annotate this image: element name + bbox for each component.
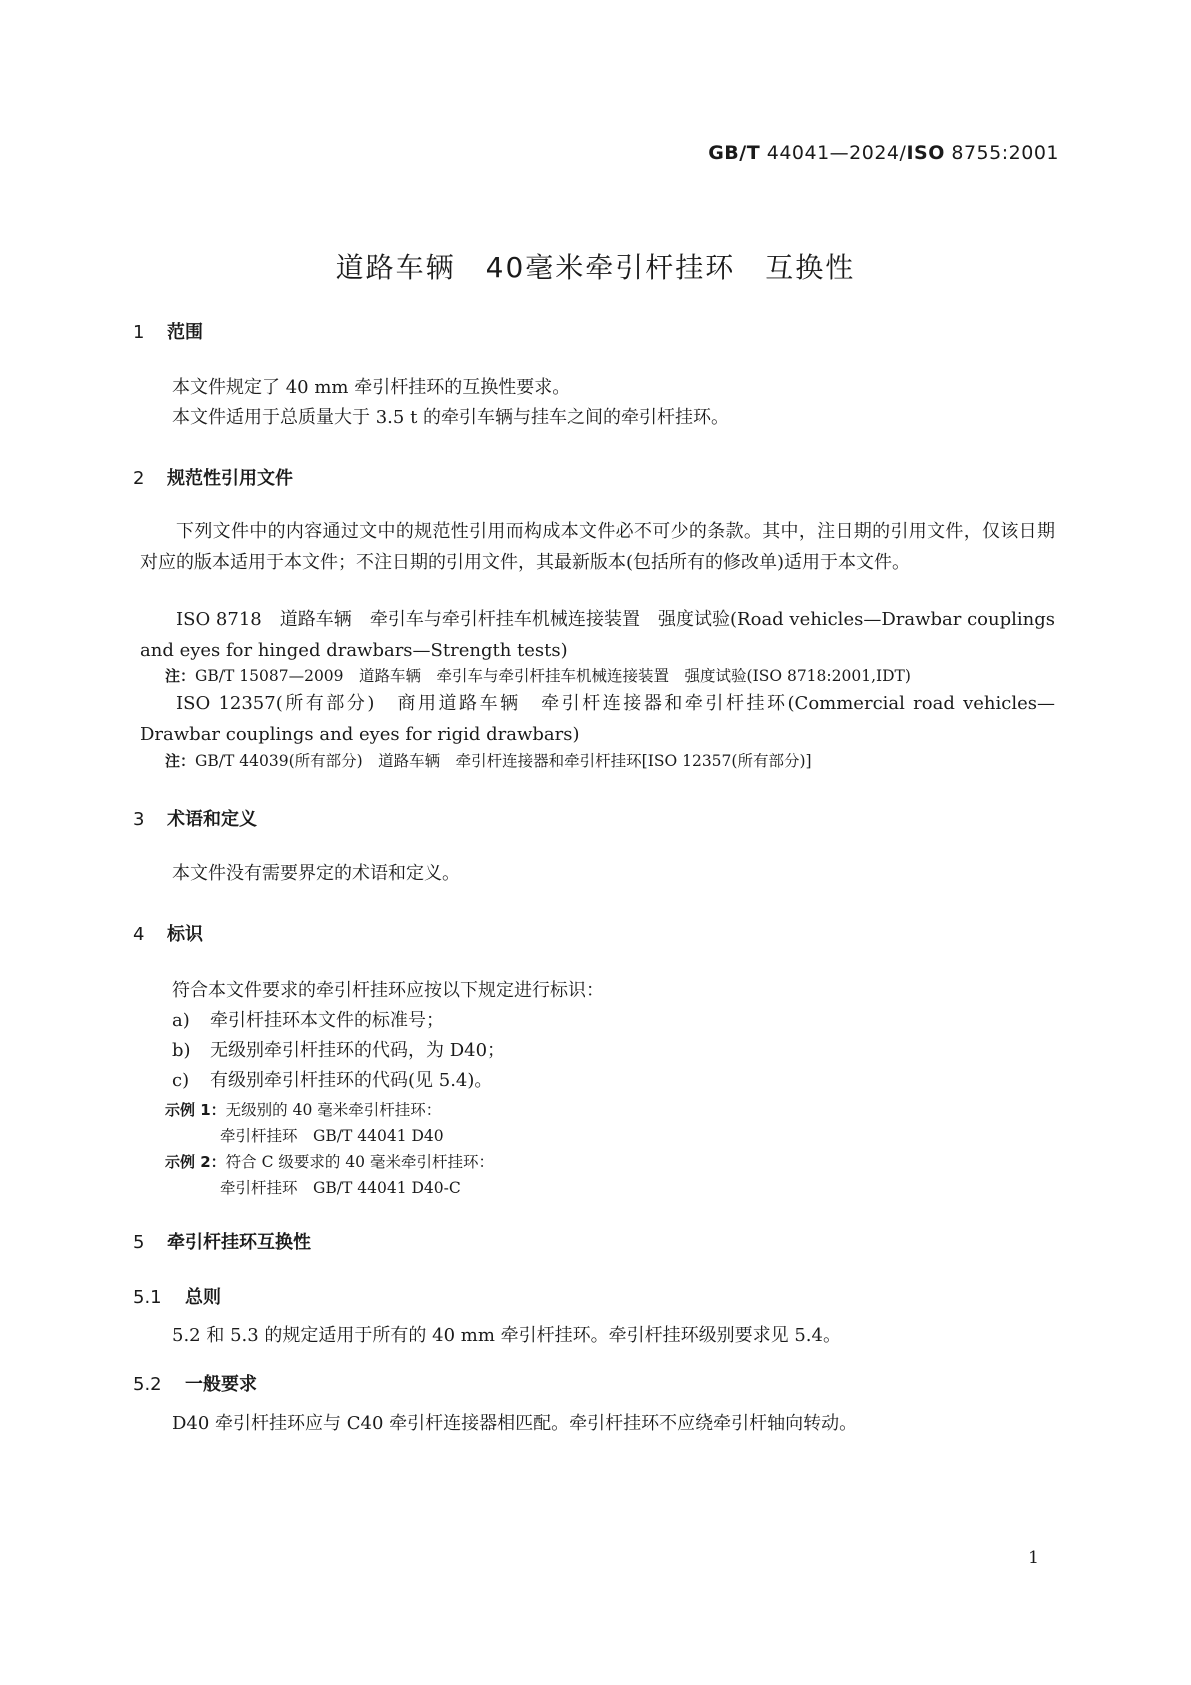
section-2-paragraph-1: 下列文件中的内容通过文中的规范性引用而构成本文件必不可少的条款。其中，注日期的引用文件，仅该日期对应的版本适用于本文件；不注日期的引用文件，其最新版本(包括所有的修改单)适用于本文件。 [140,521,1055,573]
section-2-number: 2 [133,468,145,489]
list-item [172,1005,444,1037]
section-3-paragraph-1: 本文件没有需要界定的术语和定义。 [172,863,460,884]
section-1-title: 范围 [167,322,203,343]
note-1-label: 注： [165,667,196,685]
example-2-label: 示例 2： [165,1153,226,1171]
section-4-paragraph-1: 符合本文件要求的牵引杆挂环应按以下规定进行标识： [172,980,604,1001]
section-1-paragraph-2: 本文件适用于总质量大于 3.5 t 的牵引车辆与挂车之间的牵引杆挂环。 [172,407,730,428]
section-5-1-heading [133,1283,221,1309]
reference-note-1 [165,664,911,686]
standard-number-prefix: GB/T [708,142,761,164]
standard-number-iso: ISO [906,142,945,164]
section-5-1-number: 5.1 [133,1287,162,1308]
normative-reference-2: ISO 12357(所有部分) 商用道路车辆 牵引杆连接器和牵引杆挂环(Commercial road vehicles—Drawbar couplings and eyes for rigid drawbars) [140,693,1055,745]
section-5-1-title: 总则 [185,1287,221,1308]
section-3-number: 3 [133,809,145,830]
list-item [172,1035,505,1067]
list-item [172,1065,492,1097]
example-2-code: 牵引杆挂环 GB/T 44041 D40-C [220,1179,461,1197]
section-4-title: 标识 [167,924,203,945]
example-1-text: 无级别的 40 毫米牵引杆挂环： [225,1101,442,1119]
example-2-text: 符合 C 级要求的 40 毫米牵引杆挂环： [225,1153,494,1171]
list-item-mark: a) [172,1010,190,1031]
note-2-text: GB/T 44039(所有部分) 道路车辆 牵引杆连接器和牵引杆挂环[ISO 12357(所有部分)] [195,752,812,770]
example-1-code: 牵引杆挂环 GB/T 44041 D40 [220,1127,444,1145]
list-item-mark: b) [172,1040,191,1061]
list-item-text: 无级别牵引杆挂环的代码，为 D40； [210,1040,506,1061]
section-4-heading [133,920,203,946]
standard-number-iso-part: 8755:2001 [944,142,1059,164]
section-1-heading [133,318,203,344]
example-1-label: 示例 1： [165,1101,226,1119]
normative-reference-1: ISO 8718 道路车辆 牵引车与牵引杆挂车机械连接装置 强度试验(Road vehicles—Drawbar couplings and eyes for hinged drawbars—Strength tests) [140,609,1055,661]
section-2-title: 规范性引用文件 [167,468,293,489]
section-2-heading [133,464,293,490]
section-5-2-heading [133,1370,257,1396]
section-5-2-paragraph-1: D40 牵引杆挂环应与 C40 牵引杆连接器相匹配。牵引杆挂环不应绕牵引杆轴向转动。 [172,1413,858,1434]
list-item-mark: c) [172,1070,190,1091]
section-5-heading [133,1228,311,1254]
note-1-text: GB/T 15087—2009 道路车辆 牵引车与牵引杆挂车机械连接装置 强度试验(ISO 8718:2001,IDT) [195,667,911,685]
list-item-text: 有级别牵引杆挂环的代码(见 5.4)。 [210,1070,493,1091]
section-3-heading [133,805,257,831]
standard-number [708,142,1059,164]
section-5-2-number: 5.2 [133,1374,162,1395]
section-5-number: 5 [133,1232,145,1253]
reference-note-2 [165,749,812,771]
example-2 [165,1150,494,1172]
section-5-title: 牵引杆挂环互换性 [167,1232,311,1253]
page-number: 1 [1028,1548,1039,1568]
standard-number-part: 44041—2024/ [760,142,907,164]
section-5-2-title: 一般要求 [185,1374,257,1395]
list-item-text: 牵引杆挂环本文件的标准号； [210,1010,444,1031]
section-4-number: 4 [133,924,145,945]
section-3-title: 术语和定义 [167,809,257,830]
example-1 [165,1098,441,1120]
document-title: 道路车辆 40毫米牵引杆挂环 互换性 [335,251,856,284]
section-1-number: 1 [133,322,145,343]
section-1-paragraph-1: 本文件规定了 40 mm 牵引杆挂环的互换性要求。 [172,377,571,398]
note-2-label: 注： [165,752,196,770]
section-5-1-paragraph-1: 5.2 和 5.3 的规定适用于所有的 40 mm 牵引杆挂环。牵引杆挂环级别要求见 5.4。 [172,1325,841,1346]
